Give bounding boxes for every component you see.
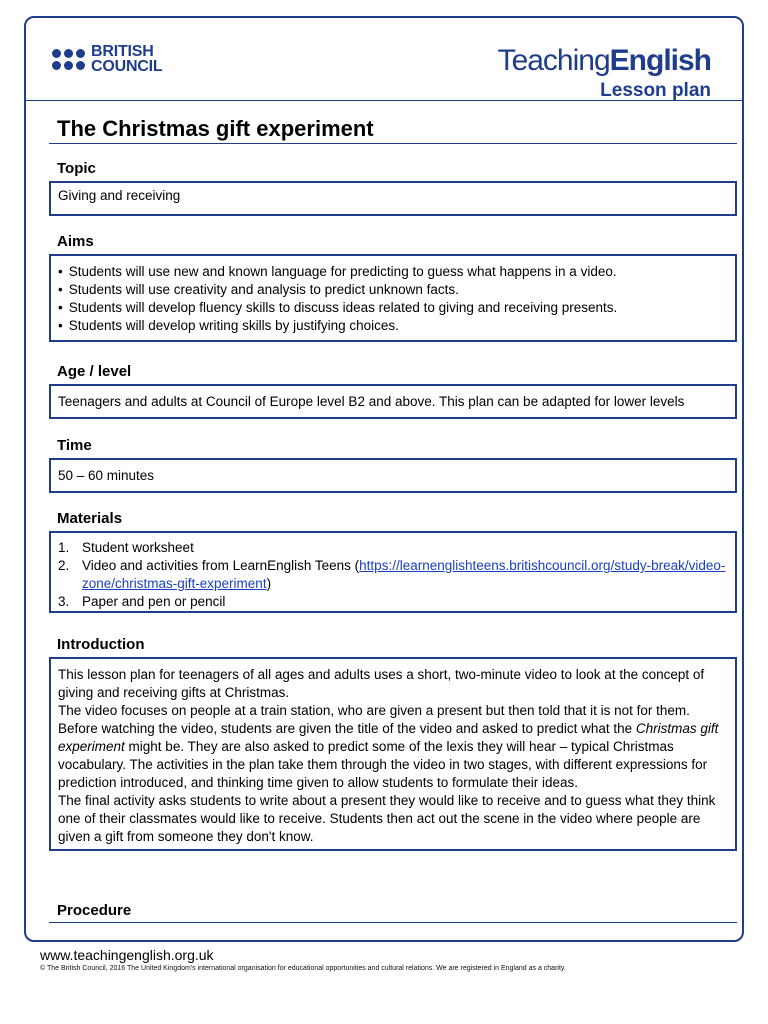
aims-list <box>58 263 728 335</box>
item-text-after: ) <box>266 576 272 591</box>
age-level-label: Age / level <box>57 363 132 380</box>
time-box <box>49 458 737 493</box>
british-council-logo <box>52 44 162 74</box>
time-text: 50 – 60 minutes <box>58 468 155 483</box>
list-item <box>58 557 728 593</box>
procedure-divider <box>49 922 737 923</box>
introduction-label: Introduction <box>57 636 145 653</box>
list-item: • Students will develop writing skills by justifying choices. <box>58 317 728 335</box>
materials-list <box>58 539 728 611</box>
logo-line-1: BRITISH <box>91 43 154 60</box>
item-number: 3. <box>58 594 70 609</box>
teaching-english-brand <box>498 44 711 78</box>
footer-copyright: © The British Council, 2016 The United Kingdom's international organisation for educational opportunities and cultural relations. We are registered in England as a charity. <box>40 965 566 972</box>
footer-url: www.teachingenglish.org.uk <box>40 947 214 963</box>
brand-light: Teaching <box>497 44 610 77</box>
topic-box <box>49 181 737 216</box>
title-divider <box>49 143 737 144</box>
intro-paragraph-1: This lesson plan for teenagers of all ages and adults uses a short, two-minute video to look at the concept of giving and receiving gifts at Christmas. <box>58 667 705 700</box>
brand-bold: English <box>609 44 711 77</box>
item-number: 1. <box>58 540 70 555</box>
topic-text: Giving and receiving <box>58 188 181 203</box>
list-item: • Students will develop fluency skills to discuss ideas related to giving and receiving presents. <box>58 299 728 317</box>
video-title-italic: Christmas gift experiment <box>58 721 719 754</box>
time-label: Time <box>57 437 92 454</box>
item-text: Student worksheet <box>82 540 194 555</box>
topic-label: Topic <box>57 160 96 177</box>
list-item <box>58 593 728 611</box>
age-level-text: Teenagers and adults at Council of Europe level B2 and above. This plan can be adapted for lower levels <box>58 394 685 409</box>
age-level-box <box>49 384 737 419</box>
page-title: The Christmas gift experiment <box>57 116 374 141</box>
item-text: Video and activities from LearnEnglish Teens ( <box>82 558 360 573</box>
learnenglish-teens-link[interactable]: https://learnenglishteens.britishcouncil.org/study-break/video-zone/christmas-gift-experiment <box>82 558 726 591</box>
logo-dots-icon <box>52 49 85 70</box>
lesson-plan-subtitle: Lesson plan <box>600 80 711 101</box>
intro-paragraph-3: The final activity asks students to write about a present they would like to receive and to guess what they think one of their classmates would like to receive. Students then act out the scene in the video where people are given a gift from someone they don't know. <box>58 793 716 844</box>
item-text: Paper and pen or pencil <box>82 594 226 609</box>
aims-box <box>49 254 737 342</box>
introduction-box <box>49 657 737 851</box>
materials-label: Materials <box>57 510 123 527</box>
procedure-label: Procedure <box>57 902 132 919</box>
logo-line-2: COUNCIL <box>91 58 163 75</box>
list-item: • Students will use creativity and analysis to predict unknown facts. <box>58 281 728 299</box>
materials-box <box>49 531 737 613</box>
intro-paragraph-2: The video focuses on people at a train station, who are given a present but then told that it is not for them. Before watching the video, students are given the title of the video and asked to predict what the Christmas gift experiment might be. They are also asked to predict some of the lexis they will hear – typical Christmas vocabulary. The activities in the plan take them through the video in two stages, with different expressions for prediction introduced, and thinking time given to allow students to formulate their ideas. <box>58 703 719 790</box>
list-item: • Students will use new and known language for predicting to guess what happens in a video. <box>58 263 728 281</box>
list-item <box>58 539 728 557</box>
aims-label: Aims <box>57 233 94 250</box>
item-number: 2. <box>58 558 70 573</box>
